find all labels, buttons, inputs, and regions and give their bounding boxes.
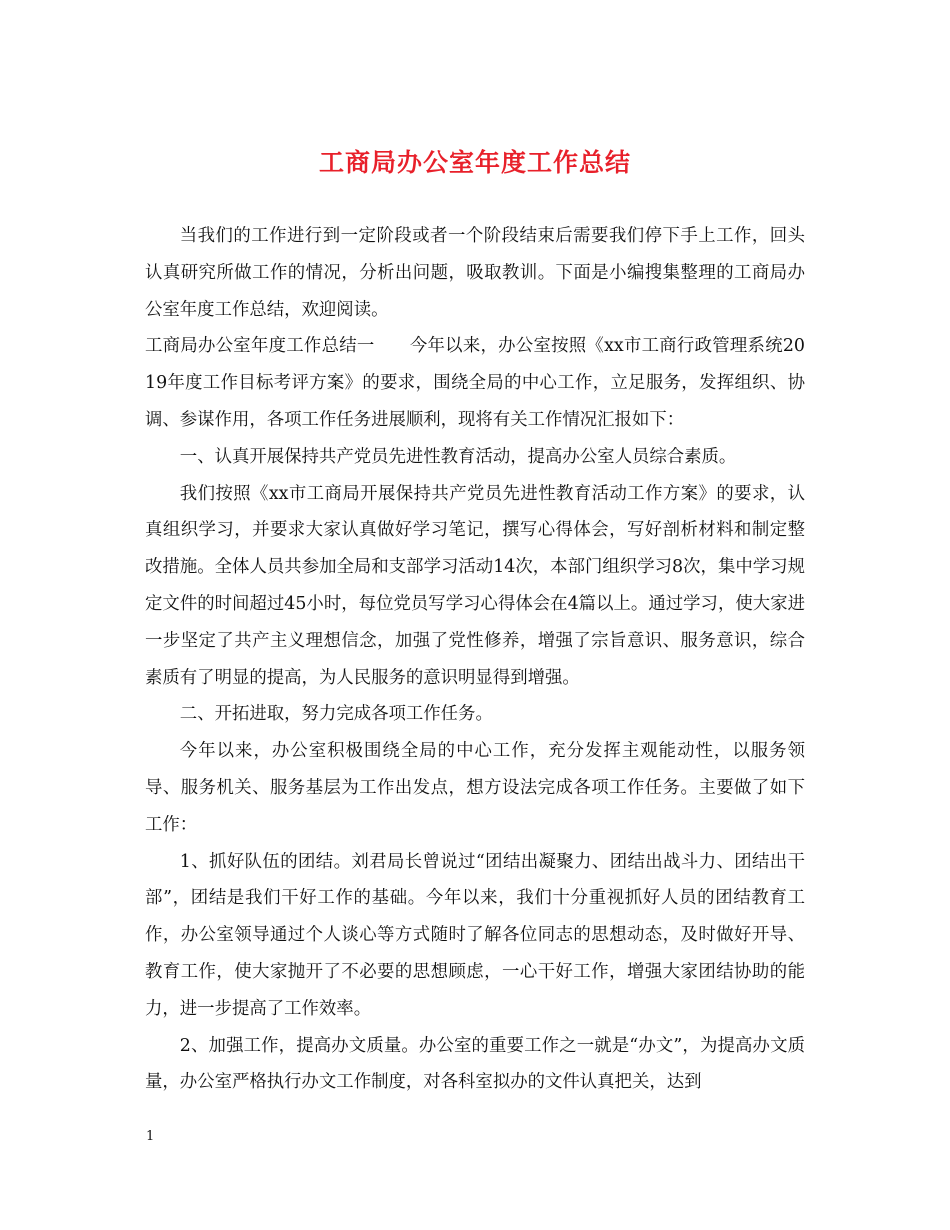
document-body <box>145 218 805 1101</box>
paragraph-study: 我们按照《xx市工商局开展保持共产党员先进性教育活动工作方案》的要求，认真组织学习，并要求大家认真做好学习笔记，撰写心得体会，写好剖析材料和制定整改措施。全体人员共参加全局和支部学习活动14次，本部门组织学习8次，集中学习规定文件的时间超过45小时，每位党员写学习心得体会在4篇以上。通过学习，使大家进一步坚定了共产主义理想信念，加强了党性修养，增强了宗旨意识、服务意识，综合素质有了明显的提高，为人民服务的意识明显得到增强。 <box>145 483 805 688</box>
section-heading-two: 二、开拓进取，努力完成各项工作任务。 <box>179 704 493 725</box>
section-heading-one: 一、认真开展保持共产党员先进性教育活动，提高办公室人员综合素质。 <box>179 446 737 467</box>
paragraph-intro: 当我们的工作进行到一定阶段或者一个阶段结束后需要我们停下手上工作，回头认真研究所做工作的情况，分析出问题，吸取教训。下面是小编搜集整理的工商局办公室年度工作总结，欢迎阅读。 <box>145 226 805 320</box>
paragraph-documents: 2、加强工作，提高办文质量。办公室的重要工作之一就是“办文”，为提高办文质量，办公室严格执行办文工作制度，对各科室拟办的文件认真把关，达到 <box>145 1035 805 1093</box>
paragraph-tasks: 今年以来，办公室积极围绕全局的中心工作，充分发挥主观能动性，以服务领导、服务机关、服务基层为工作出发点，想方设法完成各项工作任务。主要做了如下工作： <box>145 741 805 835</box>
paragraph-summary-one: 工商局办公室年度工作总结一 今年以来，办公室按照《xx市工商行政管理系统2019年度工作目标考评方案》的要求，围绕全局的中心工作，立足服务，发挥组织、协调、参谋作用，各项工作任务进展顺利，现将有关工作情况汇报如下： <box>145 336 805 430</box>
document-title: 工商局办公室年度工作总结 <box>318 148 631 177</box>
page-number: 1 <box>146 1129 155 1144</box>
paragraph-unity: 1、抓好队伍的团结。刘君局长曾说过“团结出凝聚力、团结出战斗力、团结出干部”，团结是我们干好工作的基础。今年以来，我们十分重视抓好人员的团结教育工作，办公室领导通过个人谈心等方式随时了解各位同志的思想动态，及时做好开导、教育工作，使大家抛开了不必要的思想顾虑，一心干好工作，增强大家团结协助的能力，进一步提高了工作效率。 <box>145 851 805 1019</box>
